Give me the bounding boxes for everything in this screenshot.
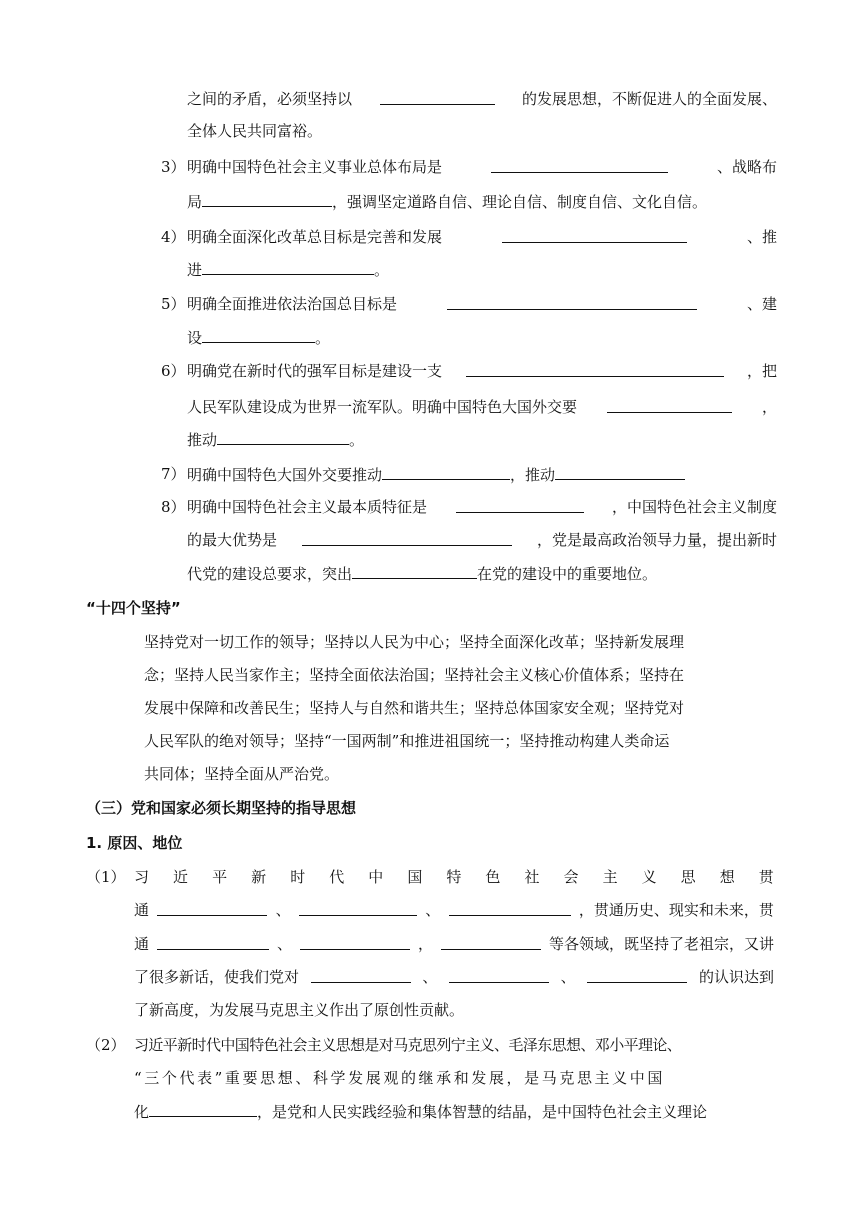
text: 、建 xyxy=(746,295,777,313)
item-number: 8） xyxy=(161,498,186,516)
para1-line-1 xyxy=(134,867,774,887)
text: 、战略布 xyxy=(716,158,777,176)
fill-blank[interactable] xyxy=(217,429,349,445)
text: 、 xyxy=(425,901,441,919)
text: 明确中国特色大国外交要推动 xyxy=(187,466,383,484)
fill-blank[interactable] xyxy=(380,89,495,105)
text: ，贯通历史、现实和未来，贯 xyxy=(578,901,774,919)
text: 代党的建设总要求，突出 xyxy=(187,565,353,583)
item3-line-1 xyxy=(187,157,777,177)
item8-line-3 xyxy=(187,563,657,584)
text: 的发展思想，不断促进人的全面发展、 xyxy=(521,90,777,108)
text: 在党的建设中的重要地位。 xyxy=(477,565,658,583)
fill-blank[interactable] xyxy=(441,934,541,950)
text: ，中国特色社会主义制度 xyxy=(611,498,777,516)
paragraph-line: 念；坚持人民当家作主；坚持全面依法治国；坚持社会主义核心价值体系；坚持在 xyxy=(144,666,685,684)
item-number: 3） xyxy=(161,158,186,176)
text: 明确党在新时代的强军目标是建设一支 xyxy=(187,362,443,380)
text: 等各领域，既坚持了老祖宗，又讲 xyxy=(548,935,774,953)
item-number: 7） xyxy=(161,465,186,483)
para1-line-3 xyxy=(134,934,774,954)
text: 的最大优势是 xyxy=(187,531,278,549)
paragraph-number: （2） xyxy=(86,1036,126,1054)
text: 、 xyxy=(275,901,291,919)
fill-blank[interactable] xyxy=(382,464,510,480)
item8-line-1 xyxy=(187,497,777,517)
paragraph-line: 坚持党对一切工作的领导；坚持以人民为中心；坚持全面深化改革；坚持新发展理 xyxy=(144,633,685,651)
paragraph-line: 人民军队的绝对领导；坚持“一国两制”和推进祖国统一；坚持推动构建人类命运 xyxy=(144,732,670,750)
fill-blank[interactable] xyxy=(299,900,417,916)
text: 局 xyxy=(187,193,203,211)
text: 明确全面推进依法治国总目标是 xyxy=(187,295,398,313)
char: 想 xyxy=(719,868,735,886)
text: ，把 xyxy=(746,362,777,380)
text: ，是党和人民实践经验和集体智慧的结晶，是中国特色社会主义理论 xyxy=(257,1103,708,1121)
item-number: 5） xyxy=(161,295,186,313)
item7-line-1 xyxy=(187,464,685,485)
section-heading: （三）党和国家必须长期坚持的指导思想 xyxy=(86,799,357,817)
item6-line-2 xyxy=(187,397,777,417)
text: 明确全面深化改革总目标是完善和发展 xyxy=(187,228,443,246)
item-number: 6） xyxy=(161,362,186,380)
char: 平 xyxy=(212,868,228,886)
fill-blank[interactable] xyxy=(587,967,687,983)
fill-blank[interactable] xyxy=(352,563,477,579)
para1-line-4 xyxy=(134,967,774,987)
char: 主 xyxy=(602,868,618,886)
text: 明确中国特色社会主义最本质特征是 xyxy=(187,498,428,516)
char: 国 xyxy=(407,868,423,886)
item6-line-1 xyxy=(187,361,777,381)
text: 、 xyxy=(422,968,438,986)
char: 近 xyxy=(173,868,189,886)
text: ， xyxy=(761,398,777,416)
text: 、 xyxy=(560,968,576,986)
text: 人民军队建设成为世界一流军队。明确中国特色大国外交要 xyxy=(187,398,578,416)
fill-blank[interactable] xyxy=(449,967,549,983)
item5-line-1 xyxy=(187,294,777,314)
text: 化 xyxy=(134,1103,150,1121)
char: 习 xyxy=(134,868,150,886)
text: 设 xyxy=(187,329,203,347)
char: 思 xyxy=(680,868,696,886)
para2-line-3 xyxy=(134,1101,707,1122)
char: 代 xyxy=(329,868,345,886)
para2-line-2: “三个代表”重要思想、科学发展观的继承和发展，是马克思主义中国 xyxy=(134,1069,665,1087)
text: ，推动 xyxy=(510,466,556,484)
fill-blank[interactable] xyxy=(447,294,697,310)
item3-line-2 xyxy=(187,191,707,212)
item4-line-1 xyxy=(187,227,777,247)
para1-line-2 xyxy=(134,900,774,920)
text: 之间的矛盾，必须坚持以 xyxy=(187,90,353,108)
intro-line-2: 全体人民共同富裕。 xyxy=(187,122,323,140)
char: 色 xyxy=(485,868,501,886)
text: ，党是最高政治领导力量，提出新时 xyxy=(536,531,777,549)
fill-blank[interactable] xyxy=(491,157,668,173)
fill-blank[interactable] xyxy=(449,900,571,916)
char: 特 xyxy=(446,868,462,886)
text: 了很多新话，使我们党对 xyxy=(134,968,300,986)
char: 会 xyxy=(563,868,579,886)
text: 。 xyxy=(315,329,331,347)
fill-blank[interactable] xyxy=(300,934,410,950)
item8-line-2 xyxy=(187,530,777,550)
paragraph-line: 发展中保障和改善民生；坚持人与自然和谐共生；坚持总体国家安全观；坚持党对 xyxy=(144,699,685,717)
char: 新 xyxy=(251,868,267,886)
fill-blank[interactable] xyxy=(456,497,584,513)
text: 。 xyxy=(374,261,390,279)
text: 通 xyxy=(134,935,150,953)
text: 的认识达到 xyxy=(698,968,774,986)
fill-blank[interactable] xyxy=(311,967,411,983)
text: 明确中国特色社会主义事业总体布局是 xyxy=(187,158,443,176)
fill-blank[interactable] xyxy=(607,397,732,413)
text: 、 xyxy=(276,935,292,953)
char: 社 xyxy=(524,868,540,886)
item6-line-3 xyxy=(187,429,364,450)
para2-line-1: 习近平新时代中国特色社会主义思想是对马克思列宁主义、毛泽东思想、邓小平理论、 xyxy=(134,1036,682,1054)
char: 中 xyxy=(368,868,384,886)
item-number: 4） xyxy=(161,228,186,246)
fill-blank[interactable] xyxy=(555,464,685,480)
text: ，强调坚定道路自信、理论自信、制度自信、文化自信。 xyxy=(332,193,708,211)
section-heading: “十四个坚持” xyxy=(86,599,181,617)
char: 贯 xyxy=(758,868,774,886)
fill-blank[interactable] xyxy=(202,259,374,275)
text: 。 xyxy=(349,431,365,449)
fill-blank[interactable] xyxy=(302,530,512,546)
fill-blank[interactable] xyxy=(157,934,269,950)
char: 时 xyxy=(290,868,306,886)
paragraph-line: 共同体；坚持全面从严治党。 xyxy=(144,765,340,783)
text: 进 xyxy=(187,261,203,279)
fill-blank[interactable] xyxy=(502,227,687,243)
fill-blank[interactable] xyxy=(466,361,724,377)
fill-blank[interactable] xyxy=(157,900,267,916)
text: 推动 xyxy=(187,431,218,449)
text: ， xyxy=(417,935,433,953)
fill-blank[interactable] xyxy=(202,327,315,343)
para1-line-5: 了新高度，为发展马克思主义作出了原创性贡献。 xyxy=(134,1001,465,1019)
item4-line-2 xyxy=(187,259,389,280)
fill-blank[interactable] xyxy=(149,1101,257,1117)
text: 、推 xyxy=(746,228,777,246)
paragraph-number: （1） xyxy=(86,868,126,886)
item5-line-2 xyxy=(187,327,330,348)
fill-blank[interactable] xyxy=(202,191,332,207)
intro-line-1 xyxy=(187,89,777,109)
subsection-heading: 1. 原因、地位 xyxy=(86,834,183,852)
text: 通 xyxy=(134,901,150,919)
char: 义 xyxy=(641,868,657,886)
